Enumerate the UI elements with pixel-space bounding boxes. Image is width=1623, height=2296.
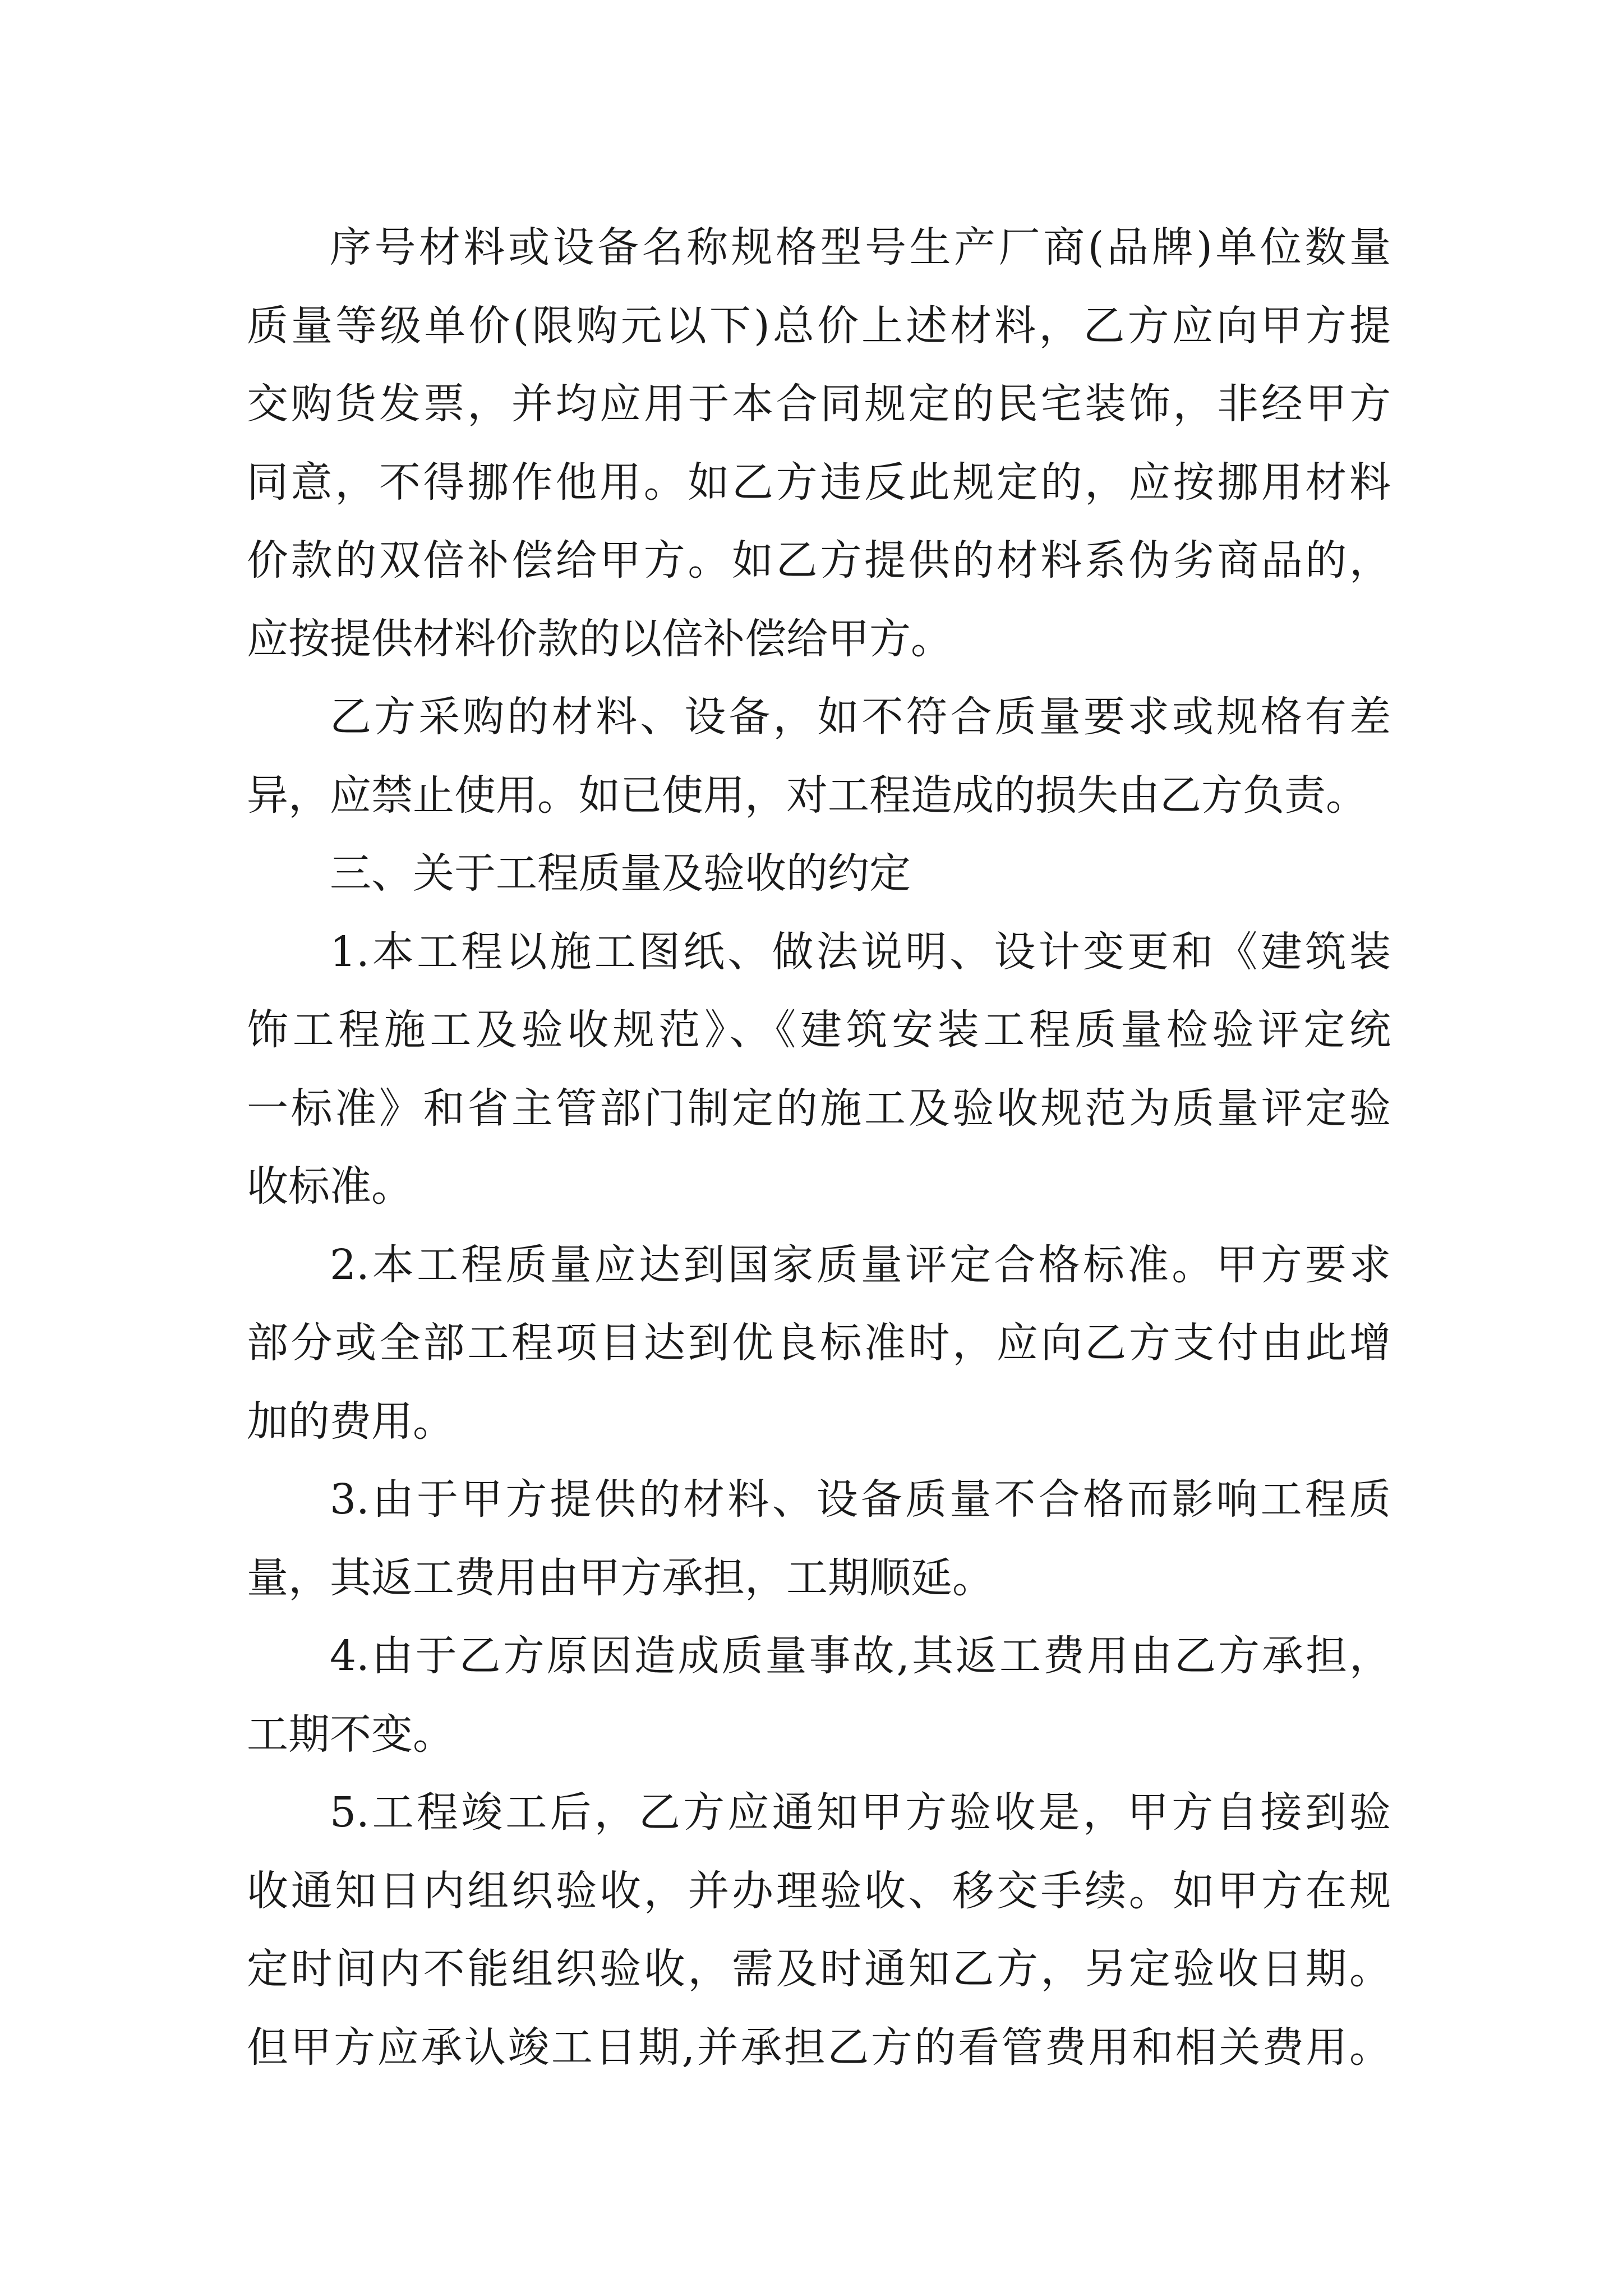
- text-line: 应按提供材料价款的以倍补偿给甲方。: [247, 614, 952, 663]
- text-line: 质量等级单价(限购元以下)总价上述材料，乙方应向甲方提: [247, 301, 1391, 350]
- document-body: [247, 209, 1391, 2087]
- clause-5: [247, 1774, 1391, 2087]
- text-line: 5.工程竣工后，乙方应通知甲方验收是，甲方自接到验: [330, 1788, 1391, 1837]
- text-line: 但甲方应承认竣工日期,并承担乙方的看管费用和相关费用。: [247, 2023, 1391, 2072]
- paragraph-material-quality: [247, 678, 1391, 835]
- clause-4: [247, 1617, 1391, 1774]
- text-line: 收通知日内组织验收，并办理验收、移交手续。如甲方在规: [247, 1866, 1391, 1915]
- text-line: 4.由于乙方原因造成质量事故,其返工费用由乙方承担，: [330, 1632, 1391, 1680]
- text-line: 价款的双倍补偿给甲方。如乙方提供的材料系伪劣商品的，: [247, 536, 1391, 585]
- text-line: 加的费用。: [247, 1397, 454, 1446]
- text-line: 3.由于甲方提供的材料、设备质量不合格而影响工程质: [330, 1475, 1391, 1524]
- section-heading-quality-acceptance: [247, 835, 1391, 913]
- text-line: 同意，不得挪作他用。如乙方违反此规定的，应按挪用材料: [247, 458, 1391, 507]
- text-line: 一标准》和省主管部门制定的施工及验收规范为质量评定验: [247, 1084, 1391, 1133]
- text-line: 定时间内不能组织验收，需及时通知乙方，另定验收日期。: [247, 1945, 1391, 1993]
- text-line: 交购货发票，并均应用于本合同规定的民宅装饰，非经甲方: [247, 380, 1391, 428]
- clause-2: [247, 1226, 1391, 1461]
- clause-1: [247, 913, 1391, 1226]
- text-line: 饰工程施工及验收规范》、《建筑安装工程质量检验评定统: [247, 1006, 1391, 1054]
- text-line: 2.本工程质量应达到国家质量评定合格标准。甲方要求: [330, 1240, 1391, 1289]
- text-line: 收标准。: [247, 1162, 413, 1211]
- text-line: 量，其返工费用由甲方承担，工期顺延。: [247, 1553, 994, 1602]
- text-line: 部分或全部工程项目达到优良标准时，应向乙方支付由此增: [247, 1319, 1391, 1367]
- text-line: 异，应禁止使用。如已使用，对工程造成的损失由乙方负责。: [247, 771, 1367, 820]
- text-line: 乙方采购的材料、设备，如不符合质量要求或规格有差: [330, 693, 1391, 741]
- paragraph-materials-list: [247, 209, 1391, 678]
- section-heading: 三、关于工程质量及验收的约定: [330, 849, 911, 898]
- clause-3: [247, 1461, 1391, 1617]
- text-line: 工期不变。: [247, 1710, 454, 1759]
- text-line: 序号材料或设备名称规格型号生产厂商(品牌)单位数量: [330, 223, 1391, 272]
- text-line: 1.本工程以施工图纸、做法说明、设计变更和《建筑装: [330, 927, 1391, 976]
